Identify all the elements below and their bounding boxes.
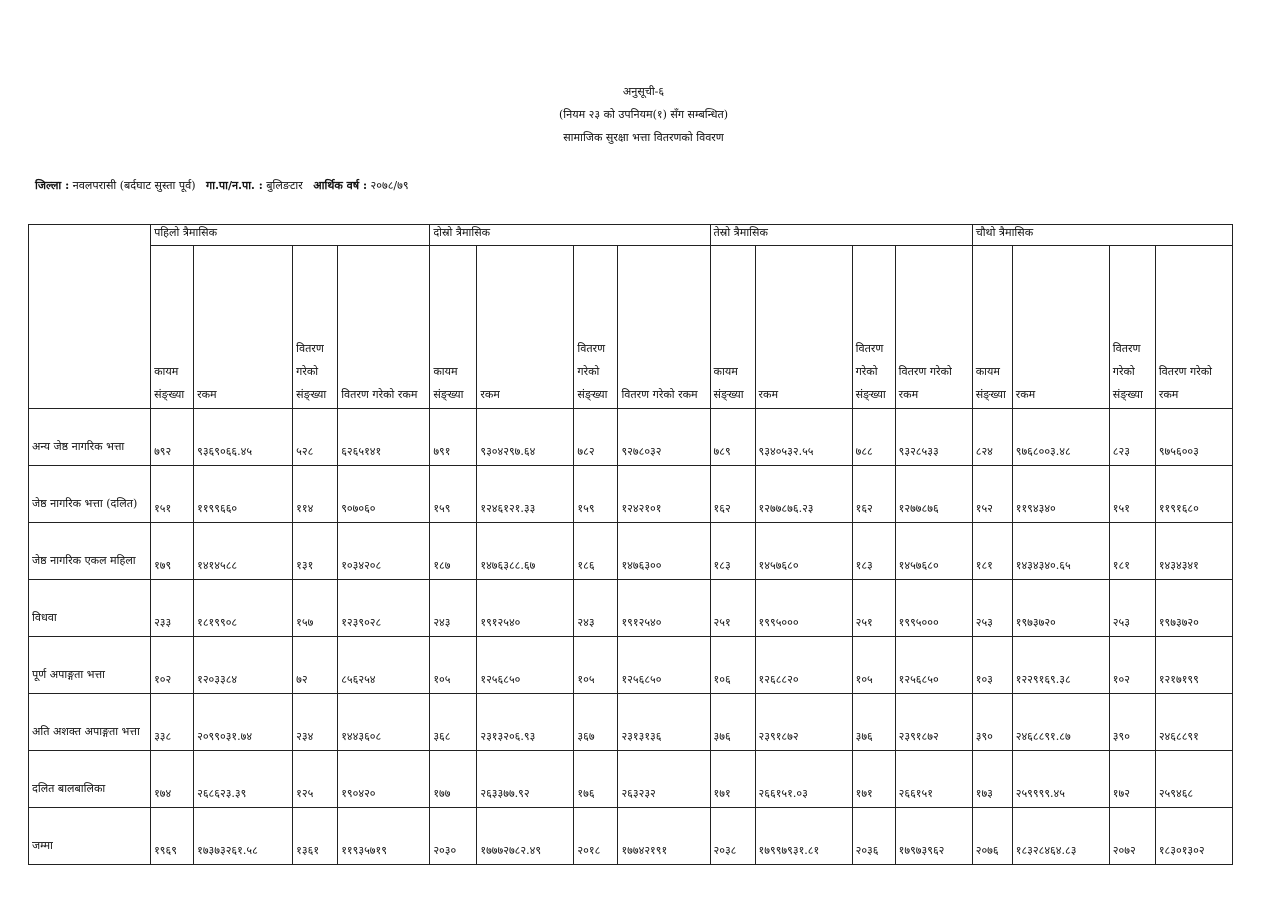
quarter-header-row: [29, 225, 1233, 246]
fiscal-year-value: २०७८/७९: [370, 179, 409, 192]
table-cell: २५१: [852, 580, 895, 637]
table-row: [29, 637, 1233, 694]
table-cell: १८३: [710, 523, 755, 580]
column-header: कायम संङ्ख्या: [710, 246, 755, 409]
table-cell: २३३: [151, 580, 194, 637]
column-header: वितरण गरेको संङ्ख्या: [574, 246, 618, 409]
table-cell: ९३६९०६६.४५: [194, 409, 293, 466]
table-cell: १९१२५४०: [618, 580, 710, 637]
fiscal-year-label: आर्थिक वर्ष :: [313, 179, 368, 192]
column-header: वितरण गरेको संङ्ख्या: [1109, 246, 1155, 409]
table-cell: १८७: [430, 523, 477, 580]
table-cell: १२५: [293, 751, 338, 808]
quarter-3-header: तेस्रो त्रैमासिक: [710, 225, 972, 246]
row-label: जम्मा: [29, 808, 151, 865]
table-cell: ३९०: [1109, 694, 1155, 751]
label-header-cell: [29, 225, 151, 409]
table-row: [29, 751, 1233, 808]
table-cell: ८५६२५४: [338, 637, 430, 694]
table-row: [29, 580, 1233, 637]
table-cell: १८१९९०८: [194, 580, 293, 637]
column-header: कायम संङ्ख्या: [430, 246, 477, 409]
table-cell: १७९७३९६२: [895, 808, 972, 865]
table-row: [29, 409, 1233, 466]
table-cell: ९३२८५३३: [895, 409, 972, 466]
table-cell: २३९१८७२: [755, 694, 852, 751]
municipality-label: गा.पा/न.पा. :: [206, 179, 263, 192]
table-cell: १४३४३४०.६५: [1012, 523, 1109, 580]
table-row: [29, 694, 1233, 751]
table-cell: १९०४२०: [338, 751, 430, 808]
column-header: कायम संङ्ख्या: [151, 246, 194, 409]
table-cell: २६३३७७.९२: [477, 751, 574, 808]
table-cell: १०३: [972, 637, 1012, 694]
table-cell: १५९: [574, 466, 618, 523]
table-cell: १७२: [1109, 751, 1155, 808]
table-cell: १६२: [710, 466, 755, 523]
table-cell: १८३०१३०२: [1155, 808, 1232, 865]
table-cell: २०३६: [852, 808, 895, 865]
table-cell: ११९१६८०: [1155, 466, 1232, 523]
column-header: वितरण गरेको रकम: [338, 246, 430, 409]
table-cell: २३१३१३६: [618, 694, 710, 751]
table-cell: ९३०४२९७.६४: [477, 409, 574, 466]
table-cell: ६२६५१४१: [338, 409, 430, 466]
table-cell: ९७६८००३.४८: [1012, 409, 1109, 466]
table-cell: ३६८: [430, 694, 477, 751]
table-cell: १०२: [151, 637, 194, 694]
table-cell: २०९९०३१.७४: [194, 694, 293, 751]
table-cell: ७९२: [151, 409, 194, 466]
column-header: रकम: [194, 246, 293, 409]
table-cell: १७३: [972, 751, 1012, 808]
table-cell: १७७४२१९१: [618, 808, 710, 865]
row-label: अति अशक्त अपाङ्गता भत्ता: [29, 694, 151, 751]
table-row: [29, 466, 1233, 523]
table-cell: २५९९९९.४५: [1012, 751, 1109, 808]
rule-reference: (नियम २३ को उपनियम(१) सँग सम्बन्धित): [558, 108, 729, 121]
table-cell: १९६९: [151, 808, 194, 865]
table-cell: १८१: [1109, 523, 1155, 580]
table-cell: ७८८: [852, 409, 895, 466]
table-cell: १९१२५४०: [477, 580, 574, 637]
quarter-4-header: चौथो त्रैमासिक: [972, 225, 1232, 246]
table-cell: २४३: [430, 580, 477, 637]
table-cell: १९७३७२०: [1155, 580, 1232, 637]
table-cell: ७८९: [710, 409, 755, 466]
row-label: विधवा: [29, 580, 151, 637]
row-label: जेष्ठ नागरिक एकल महिला: [29, 523, 151, 580]
table-cell: ७२: [293, 637, 338, 694]
table-cell: २६६१५१.०३: [755, 751, 852, 808]
column-header: वितरण गरेको रकम: [1155, 246, 1232, 409]
table-cell: १५१: [151, 466, 194, 523]
row-label: जेष्ठ नागरिक भत्ता (दलित): [29, 466, 151, 523]
table-cell: १०५: [430, 637, 477, 694]
table-cell: १२५६८५०: [477, 637, 574, 694]
table-cell: १२२९१६९.३८: [1012, 637, 1109, 694]
table-cell: १५१: [1109, 466, 1155, 523]
table-cell: १२७७८७६: [895, 466, 972, 523]
table-cell: १७१: [710, 751, 755, 808]
table-cell: १६२: [852, 466, 895, 523]
column-header: वितरण गरेको संङ्ख्या: [852, 246, 895, 409]
table-cell: २६८६२३.३९: [194, 751, 293, 808]
table-cell: २४३: [574, 580, 618, 637]
table-cell: २४६८८९१.८७: [1012, 694, 1109, 751]
table-cell: २५९४६८: [1155, 751, 1232, 808]
table-cell: २६३२३२: [618, 751, 710, 808]
table-cell: १२७७८७६.२३: [755, 466, 852, 523]
table-cell: ८२४: [972, 409, 1012, 466]
table-cell: ३९०: [972, 694, 1012, 751]
table-cell: १७९: [151, 523, 194, 580]
table-cell: २५१: [710, 580, 755, 637]
table-cell: १४१४५८८: [194, 523, 293, 580]
table-cell: ३७६: [710, 694, 755, 751]
table-cell: २०७६: [972, 808, 1012, 865]
table-cell: २३९१८७२: [895, 694, 972, 751]
allowance-table: [28, 224, 1233, 865]
row-label: पूर्ण अपाङ्गता भत्ता: [29, 637, 151, 694]
table-cell: १०३४२०८: [338, 523, 430, 580]
table-cell: २०३०: [430, 808, 477, 865]
column-header: वितरण गरेको रकम: [618, 246, 710, 409]
row-label: अन्य जेष्ठ नागरिक भत्ता: [29, 409, 151, 466]
table-cell: १२४२१०१: [618, 466, 710, 523]
table-cell: १३६१: [293, 808, 338, 865]
table-cell: १४५७६८०: [895, 523, 972, 580]
table-cell: १२५६८५०: [618, 637, 710, 694]
schedule-title: अनुसूची-६: [622, 85, 665, 98]
column-header-row: [29, 246, 1233, 409]
municipality-value: बुलिङटार: [266, 179, 303, 192]
table-cell: १८३२८४६४.८३: [1012, 808, 1109, 865]
table-cell: ३७६: [852, 694, 895, 751]
table-cell: १२६८८२०: [755, 637, 852, 694]
table-cell: ३३८: [151, 694, 194, 751]
table-cell: ३६७: [574, 694, 618, 751]
table-cell: १४५७६८०: [755, 523, 852, 580]
column-header: वितरण गरेको संङ्ख्या: [293, 246, 338, 409]
table-cell: ७९१: [430, 409, 477, 466]
table-cell: ११९९६६०: [194, 466, 293, 523]
table-cell: १८६: [574, 523, 618, 580]
table-cell: १०५: [852, 637, 895, 694]
column-header: रकम: [477, 246, 574, 409]
table-cell: २०७२: [1109, 808, 1155, 865]
table-cell: ८२३: [1109, 409, 1155, 466]
table-cell: १४३४३४१: [1155, 523, 1232, 580]
quarter-1-header: पहिलो त्रैमासिक: [151, 225, 430, 246]
table-row: [29, 808, 1233, 865]
table-cell: २०३८: [710, 808, 755, 865]
quarter-2-header: दोस्रो त्रैमासिक: [430, 225, 710, 246]
table-cell: १७९९७९३१.८१: [755, 808, 852, 865]
table-cell: १०६: [710, 637, 755, 694]
table-cell: १२३९०२८: [338, 580, 430, 637]
document-heading: सामाजिक सुरक्षा भत्ता वितरणको विवरण: [563, 131, 724, 144]
table-cell: २४६८८९१: [1155, 694, 1232, 751]
table-cell: २३४: [293, 694, 338, 751]
table-cell: १०५: [574, 637, 618, 694]
column-header: कायम संङ्ख्या: [972, 246, 1012, 409]
table-cell: २६६१५१: [895, 751, 972, 808]
table-cell: १२१७१९९: [1155, 637, 1232, 694]
table-cell: १९७३७२०: [1012, 580, 1109, 637]
table-cell: ७८२: [574, 409, 618, 466]
table-cell: २०१८: [574, 808, 618, 865]
table-cell: १७१: [852, 751, 895, 808]
info-line: [35, 178, 409, 193]
table-cell: १७७७२७८२.४९: [477, 808, 574, 865]
column-header: रकम: [1012, 246, 1109, 409]
table-cell: ९२७८०३२: [618, 409, 710, 466]
table-cell: १४७६३८८.६७: [477, 523, 574, 580]
table-cell: ५२८: [293, 409, 338, 466]
table-cell: ९३४०५३२.५५: [755, 409, 852, 466]
table-cell: २५३: [1109, 580, 1155, 637]
table-cell: १९९५०००: [895, 580, 972, 637]
table-cell: ९७५६००३: [1155, 409, 1232, 466]
table-cell: १५७: [293, 580, 338, 637]
table-cell: १७३७३२६१.५८: [194, 808, 293, 865]
table-cell: १९९५०००: [755, 580, 852, 637]
column-header: वितरण गरेको रकम: [895, 246, 972, 409]
table-cell: १७६: [574, 751, 618, 808]
table-cell: २३१३२०६.९३: [477, 694, 574, 751]
table-cell: १२५६८५०: [895, 637, 972, 694]
table-cell: १५९: [430, 466, 477, 523]
table-cell: १२४६१२१.३३: [477, 466, 574, 523]
district-label: जिल्ला :: [35, 179, 70, 192]
district-value: नवलपरासी (बर्दघाट सुस्ता पूर्व): [72, 179, 196, 192]
table-cell: १५२: [972, 466, 1012, 523]
row-label: दलित बालबालिका: [29, 751, 151, 808]
column-header: रकम: [755, 246, 852, 409]
table-cell: १३१: [293, 523, 338, 580]
table-row: [29, 523, 1233, 580]
table-cell: १७४: [151, 751, 194, 808]
table-cell: ९०७०६०: [338, 466, 430, 523]
table-cell: ११४: [293, 466, 338, 523]
table-cell: २५३: [972, 580, 1012, 637]
table-cell: १८१: [972, 523, 1012, 580]
table-cell: १०२: [1109, 637, 1155, 694]
table-cell: ११९३५७१९: [338, 808, 430, 865]
table-cell: १४४३६०८: [338, 694, 430, 751]
table-cell: १८३: [852, 523, 895, 580]
table-cell: १२०३३८४: [194, 637, 293, 694]
table-cell: १७७: [430, 751, 477, 808]
table-cell: १४७६३००: [618, 523, 710, 580]
table-cell: ११९४३४०: [1012, 466, 1109, 523]
